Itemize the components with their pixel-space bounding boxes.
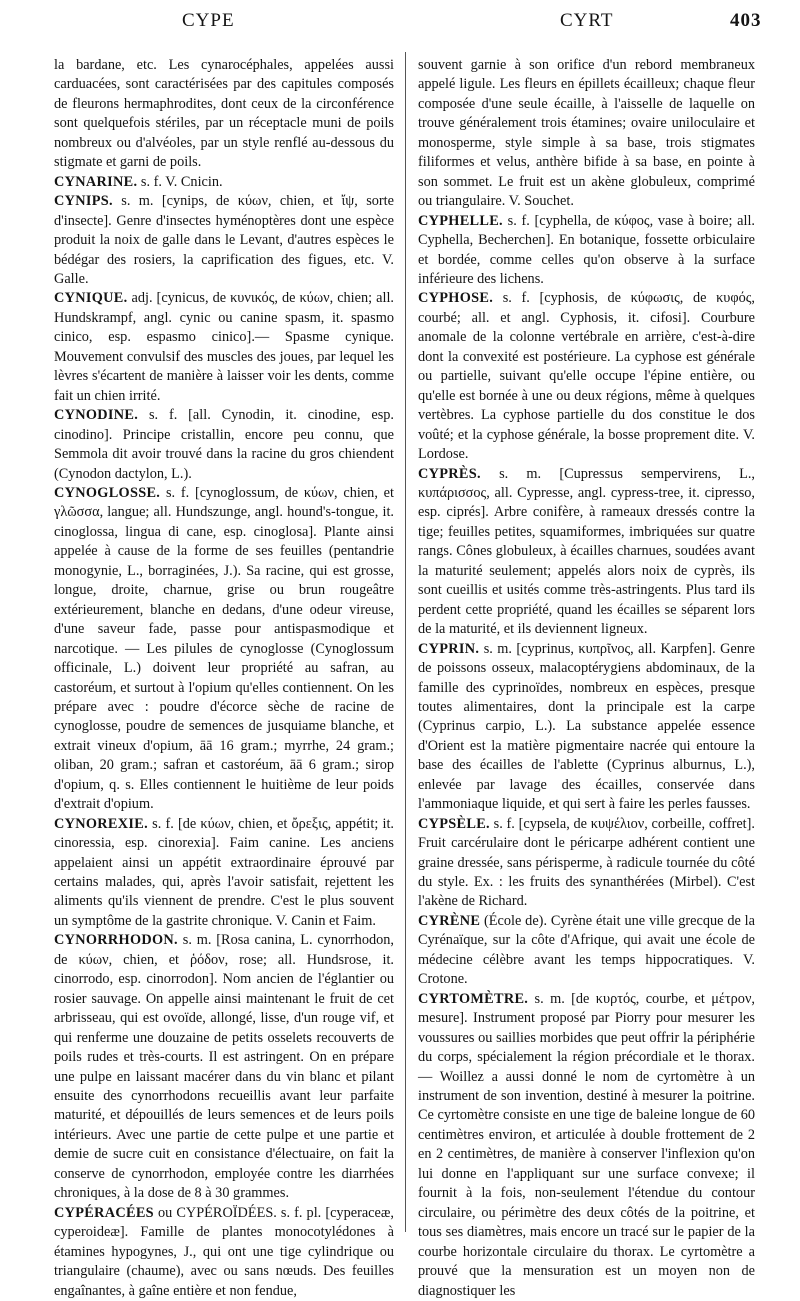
entry-headword: CYPHOSE.: [418, 290, 494, 307]
entry: [54, 931, 394, 1203]
entry-headword: CYPHELLE.: [418, 212, 503, 229]
entry: [418, 815, 755, 912]
entry-text: s. m. [cyprinus, κυπρῖνος, all. Karpfen]. Genre de poissons osseux, malacoptérygiens abdominaux, de la famille des cyprinoïdes, nombreux en espèces, presque toutes alimentaires, dont la principale est la carpe (Cyprinus carpio, L.). La substance appelée essence d'Orient est la matière pigmentaire nacrée qui entoure la base des écailles de l'ablette (Cyprinus alburnus, L.), enlevée par lavage des écailles, conservée dans l'ammoniaque liquide, et qui sert à faire les perles fausses.: [418, 640, 755, 813]
entry-text: s. f. [cyphella, de κύφος, vase à boire; all. Cyphella, Becherchen]. En botanique, fossette orbiculaire et bordée, comme celles qu'on observe à la surface inférieure des lichens.: [418, 212, 755, 287]
entry: [54, 1204, 394, 1301]
entry-headword: CYNIQUE.: [54, 290, 128, 307]
entry-headword: CYRÈNE: [418, 912, 481, 929]
left-running-title: CYPE: [182, 10, 235, 31]
page-number: 403: [730, 10, 762, 31]
entry: [418, 912, 755, 990]
entry-headword: CYPRIN.: [418, 640, 480, 657]
entry: [418, 289, 755, 464]
entry-text: s. m. [cynips, de κύων, chien, et ἴψ, sorte d'insecte]. Genre d'insectes hyménoptères dont une espèce produit la noix de galle dans le Levant, d'autres espèces le bédégar des rosiers, la caprification des figues, etc. V. Galle.: [54, 193, 394, 287]
entry-text: s. f. [cyphosis, de κύφωσις, de κυφός, courbé; all. et angl. Cyphosis, it. cifosi]. Courbure anomale de la colonne vertébrale en arrière, c'est-à-dire dont la convexité est postérieure. La cyphose est générale ou partielle, suivant qu'elle occupe l'épine entière, ou qu'elle est bornée à une ou deux régions, même à quelques vertèbres. La cyphose partielle du dos constitue le dos voûté; et la cyphose générale, la bosse proprement dite. V. Lordose.: [418, 290, 755, 463]
entry-text: la bardane, etc. Les cynarocéphales, appelées aussi carduacées, sont caractérisées par des capitules composés de fleurons hermaphrodites, dont ceux de la circonférence sont quelquefois stériles, par un réceptacle muni de poils nombreux ou d'alvéoles, par un style renflé au-dessous du stigmate et garni de poils.: [54, 57, 394, 171]
entry-text: s. m. [Rosa canina, L. cynorrhodon, de κύων, chien, et ῥόδον, rose; all. Hundsrose, it. cinorrodo, esp. cinorrodon]. Nom ancien de l'églantier ou rosier sauvage. On appelle ainsi maintenant le fruit de cet arbrisseau, qui est ovoïde, allongé, lisse, d'un rouge vif, et qui renferme une douzaine de petits osselets recouverts de poils rudes et très-courts. Il est astringent. On en prépare une pulpe en laissant macérer dans du vin blanc et pilant ensuite des cynorrhodons recueillis avant leur parfaite maturité, et dépouillés de leurs semences et de leurs poils intérieurs. Avec une partie de cette pulpe et une partie et demie de sucre cuit en consistance d'électuaire, on fait la conserve de cynorrhodon, employée contre les diarrhées chroniques, à la dose de 8 à 30 grammes.: [54, 932, 394, 1202]
entry-headword: CYNOREXIE.: [54, 815, 148, 832]
entry-text: (École de). Cyrène était une ville grecque de la Cyrénaïque, sur la côte d'Afrique, qui avait une école de médecine célèbre avant les temps hippocratiques. V. Crotone.: [418, 912, 755, 988]
entry-headword: CYPÉRACÉES: [54, 1204, 154, 1221]
entry-headword: CYNOGLOSSE.: [54, 484, 161, 501]
running-header: [0, 4, 800, 44]
entry-text: s. f. [cynoglossum, de κύων, chien, et γλῶσσα, langue; all. Hundszunge, angl. hound's-tongue, it. cinoglossa, lingua di cane, esp. cinoglosa]. Plante ainsi appelée à cause de la forme de ses feuilles (pentandrie monogynie, L., borraginées, J.). Sa racine, qui est grosse, longue, droite, charnue, grise ou brun rougeâtre extérieurement, blanche en dedans, d'une odeur vireuse, d'une saveur fade, passe pour antispasmodique et narcotique. — Les pilules de cynoglosse (Cynoglossum officinale, L.) doivent leur propriété au safran, au castoréum, et surtout à l'opium qu'elles contiennent. On les prépare avec : poudre d'écorce sèche de racine de cynoglosse, poudre de semences de jusquiame blanche, et extrait vineux d'opium, āā 16 gram.; myrrhe, 24 gram.; oliban, 20 gram.; safran et castoréum, āā 6 gram.; sirop d'opium, q. s. Elles contiennent le huitième de leur poids d'extrait d'opium.: [54, 484, 394, 813]
entry-headword: CYPRÈS.: [418, 465, 481, 482]
entry-headword: CYNORRHODON.: [54, 932, 178, 949]
column-divider: [405, 52, 406, 1232]
entry-text: s. f. V. Cnicin.: [137, 173, 223, 190]
entry-text: s. m. [de κυρτός, courbe, et μέτρον, mesure]. Instrument proposé par Piorry pour mesurer les voussures ou saillies morbides que peut offrir la périphérie du corps, spécialement la région précordiale et le thorax. — Woillez a aussi donné le nom de cyrtomètre à un instrument de son invention, destiné à mesurer la poitrine. Ce cyrtomètre consiste en une tige de baleine longue de 60 centimètres environ, et articulée à double frottement de 2 en 2 centimètres, de manière à conserver l'inflexion qu'on lui donne en l'appliquant sur une surface convexe; il fournit à la fois, non-seulement l'étendue du contour circulaire, ou périmètre des deux côtés de la poitrine, et tous ses diamètres, mais encore un tracé sur le papier de la courbe horizontale circulaire du thorax. Le cyrtomètre a prouvé que la mensuration est un moyen non de diagnostiquer les: [418, 990, 755, 1299]
entry: [54, 289, 394, 406]
right-column: [418, 56, 755, 1299]
right-running-title: CYRT: [560, 10, 614, 31]
entry: [54, 406, 394, 484]
entry-headword: CYNARINE.: [54, 173, 138, 190]
entry: [54, 815, 394, 932]
entry-headword: CYNIPS.: [54, 193, 113, 210]
entry-text: adj. [cynicus, de κυνικός, de κύων, chien; all. Hundskrampf, angl. cynic ou canine spasm, it. spasmo cinico, esp. espasmo cinico].— Spasme cynique. Mouvement convulsif des muscles des joues, par lequel les lèvres s'écartent de manière à laisser voir les dents, comme fait un chien irrité.: [54, 290, 394, 404]
entry-continuation: [418, 56, 755, 212]
entry: [418, 640, 755, 815]
entry: [54, 484, 394, 815]
entry-text: s. f. [de κύων, chien, et ὄρεξις, appétit; it. cinoressia, esp. cinorexia]. Faim canine. Les anciens appelaient ainsi un appétit extraordinaire éprouvé par certains malades, qui, après l'avoir satisfait, rejettent les aliments qu'ils viennent de prendre. C'est le plus souvent un symptôme de la gastrite chronique. V. Canin et Faim.: [54, 815, 394, 929]
entry: [418, 990, 755, 1301]
entry-headword: CYNODINE.: [54, 407, 139, 424]
entry-continuation: [54, 56, 394, 173]
entry-text: s. f. [cypsela, de κυψέλιον, corbeille, coffret]. Fruit carcérulaire dont le péricarpe adhérent contient une graine dressée, sans périsperme, à radicule tournée du côté du style. Ex. : les fruits des synanthérées (Mirbel). C'est l'akène de Richard.: [418, 815, 755, 910]
entry-text: s. f. [all. Cynodin, it. cinodine, esp. cinodino]. Principe cristallin, encore peu connu, que Semmola dit avoir trouvé dans la racine du gros chiendent (Cynodon dactylon, L.).: [54, 407, 394, 482]
entry-headword: CYPSÈLE.: [418, 815, 490, 832]
entry: [54, 192, 394, 289]
entry-text: souvent garnie à son orifice d'un rebord membraneux appelé ligule. Les fleurs en épillets écailleux; chaque fleur composée d'une seule écaille, à l'aisselle de laquelle on trouve généralement trois étamines; ovaire uniloculaire et monosperme, style simple à sa base, trois stigmates filiformes et velus, anthère bifide à sa base, en pointe à son sommet. Le fruit est un akène globuleux, comprimé ou triangulaire. V. Souchet.: [418, 57, 755, 210]
left-column: [54, 56, 394, 1299]
entry-headword: CYRTOMÈTRE.: [418, 990, 529, 1007]
entry: [418, 212, 755, 290]
entry-text: ou CYPÉROÏDÉES. s. f. pl. [cyperaceæ, cyperoideæ]. Famille de plantes monocotylédones à étamines hypogynes, J., qui ont une tige cylindrique ou triangulaire (chaume), avec ou sans nœuds. Des feuilles engaînantes, à gaîne entière et non fendue,: [54, 1204, 394, 1299]
entry: [418, 465, 755, 640]
entry: [54, 173, 394, 192]
entry-text: s. m. [Cupressus sempervirens, L., κυπάρισσος, all. Cypresse, angl. cypress-tree, it. cipresso, esp. ciprés]. Arbre conifère, à rameaux dressés contre la tige; feuilles petites, squamiformes, imbriquées sur quatre rangs. Cônes globuleux, à écailles charnues, soudées avant la maturité seulement; appelés alors noix de cyprès, ils sont cueillis et usités comme très-astringents. Plus tard ils perdent cette propriété, quand les écailles se séparent lors de la maturité, et ils deviennent ligneux.: [418, 465, 755, 638]
